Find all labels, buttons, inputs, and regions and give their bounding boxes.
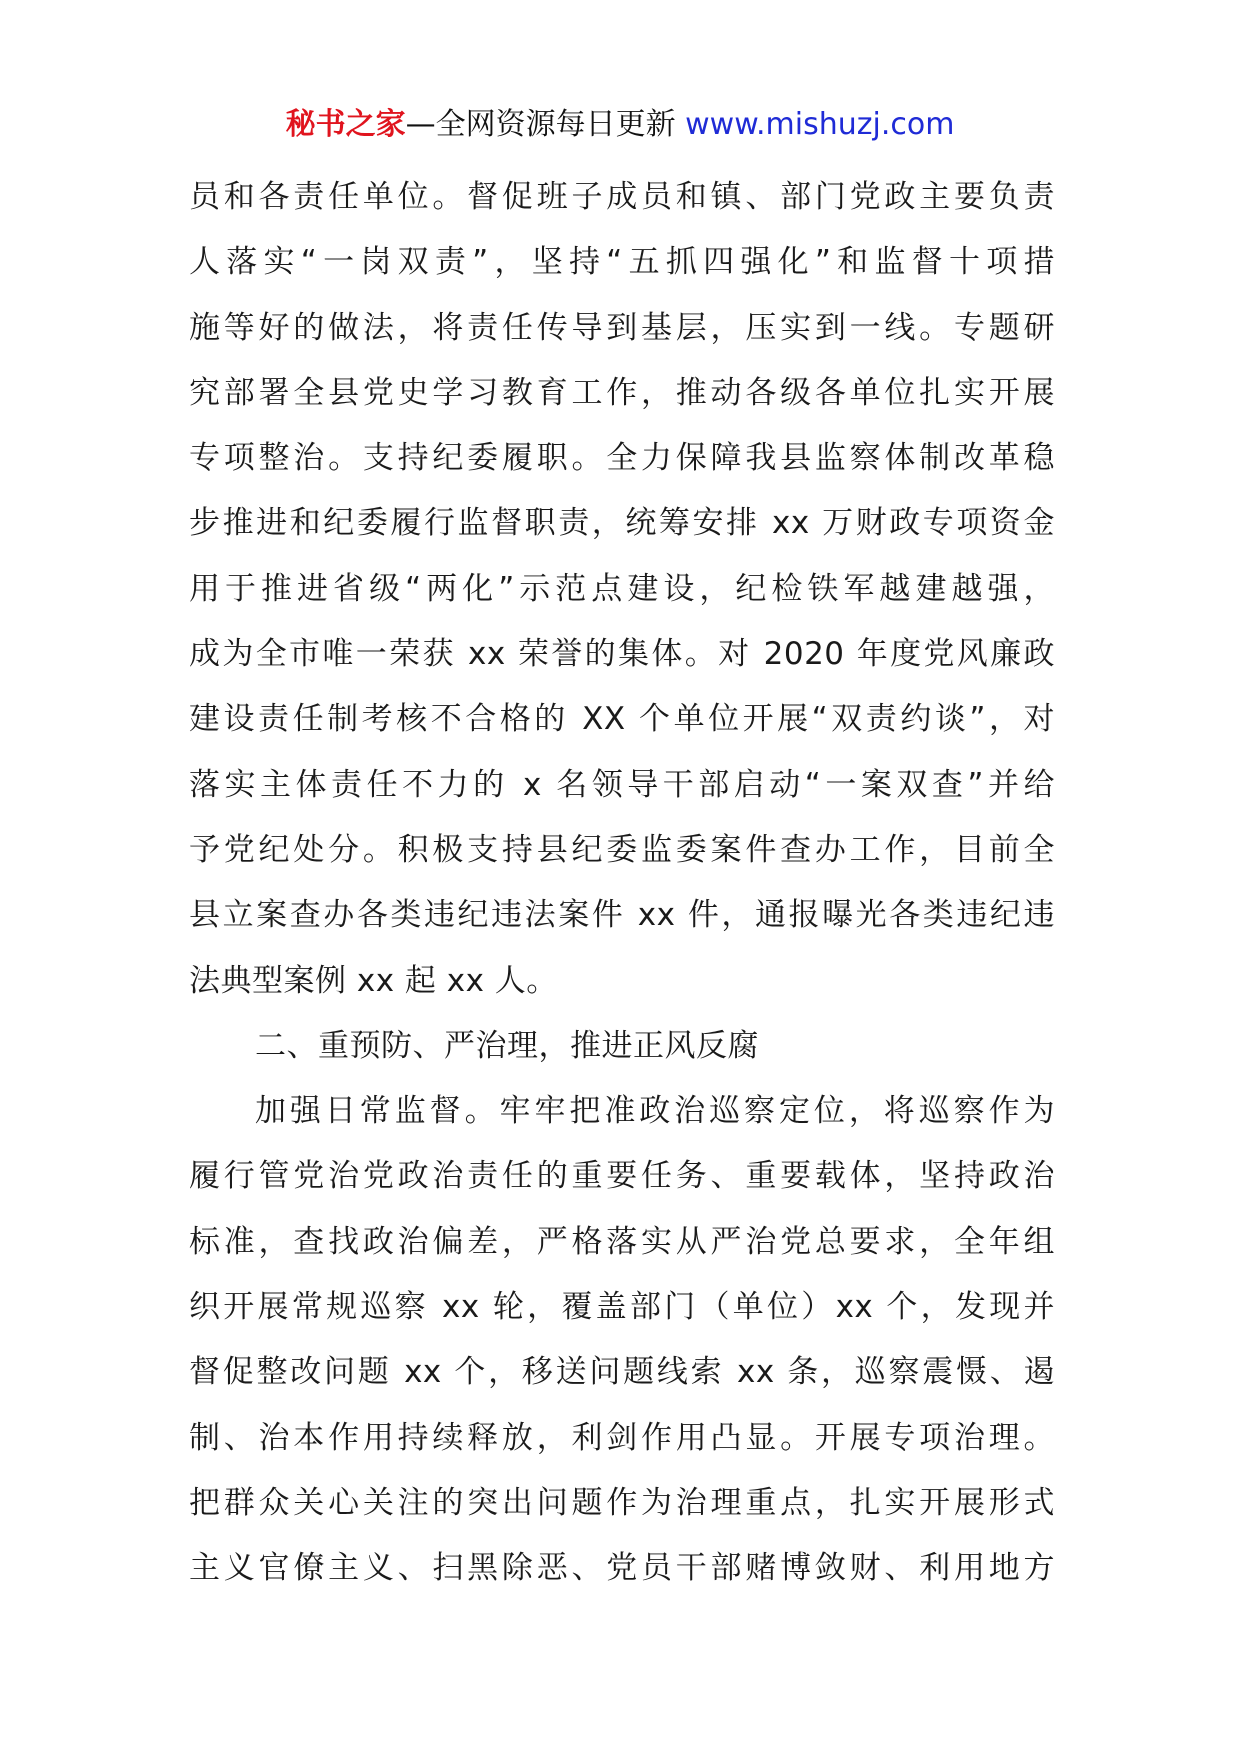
paragraph-end-line: 法典型案例 xx 起 xx 人。 bbox=[189, 962, 558, 999]
body-line: 予党纪处分。积极支持县纪委监委案件查办工作，目前全 bbox=[189, 831, 1055, 868]
body-line: 县立案查办各类违纪违法案件 xx 件，通报曝光各类违纪违 bbox=[189, 897, 1055, 934]
document-body bbox=[189, 165, 1055, 1602]
body-line: 究部署全县党史学习教育工作，推动各级各单位扎实开展 bbox=[189, 374, 1055, 411]
body-line: 督促整改问题 xx 个，移送问题线索 xx 条，巡察震慑、遏 bbox=[189, 1354, 1055, 1391]
brand-name: 秘书之家 bbox=[285, 107, 406, 142]
body-line: 制、治本作用持续释放，利剑作用凸显。开展专项治理。 bbox=[189, 1419, 1055, 1456]
body-line: 落实主体责任不力的 x 名领导干部启动“一案双查”并给 bbox=[189, 766, 1055, 803]
body-line: 建设责任制考核不合格的 XX 个单位开展“双责约谈”，对 bbox=[189, 701, 1055, 738]
site-url-link[interactable]: www.mishuzj.com bbox=[685, 107, 955, 142]
body-line: 履行管党治党政治责任的重要任务、重要载体，坚持政治 bbox=[189, 1158, 1055, 1195]
body-line: 织开展常规巡察 xx 轮，覆盖部门（单位）xx 个，发现并 bbox=[189, 1289, 1055, 1326]
paragraph-first-line: 加强日常监督。牢牢把准政治巡察定位，将巡察作为 bbox=[255, 1093, 1055, 1130]
header-slogan: —全网资源每日更新 bbox=[405, 107, 676, 142]
page-header bbox=[0, 103, 1240, 147]
body-line: 步推进和纪委履行监督职责，统筹安排 xx 万财政专项资金 bbox=[189, 505, 1055, 542]
body-line: 施等好的做法，将责任传导到基层，压实到一线。专题研 bbox=[189, 309, 1055, 346]
body-line: 成为全市唯一荣获 xx 荣誉的集体。对 2020 年度党风廉政 bbox=[189, 636, 1055, 673]
body-line: 把群众关心关注的突出问题作为治理重点，扎实开展形式 bbox=[189, 1484, 1055, 1521]
body-line: 员和各责任单位。督促班子成员和镇、部门党政主要负责 bbox=[189, 179, 1055, 215]
body-line: 专项整治。支持纪委履职。全力保障我县监察体制改革稳 bbox=[189, 440, 1055, 477]
body-line: 人落实“一岗双责”，坚持“五抓四强化”和监督十项措 bbox=[189, 244, 1055, 281]
body-line: 标准，查找政治偏差，严格落实从严治党总要求，全年组 bbox=[189, 1223, 1055, 1260]
body-line: 用于推进省级“两化”示范点建设，纪检铁军越建越强， bbox=[189, 570, 1055, 607]
body-line: 主义官僚主义、扫黑除恶、党员干部赌博敛财、利用地方 bbox=[189, 1550, 1055, 1587]
section-heading: 二、重预防、严治理，推进正风反腐 bbox=[255, 1027, 759, 1064]
